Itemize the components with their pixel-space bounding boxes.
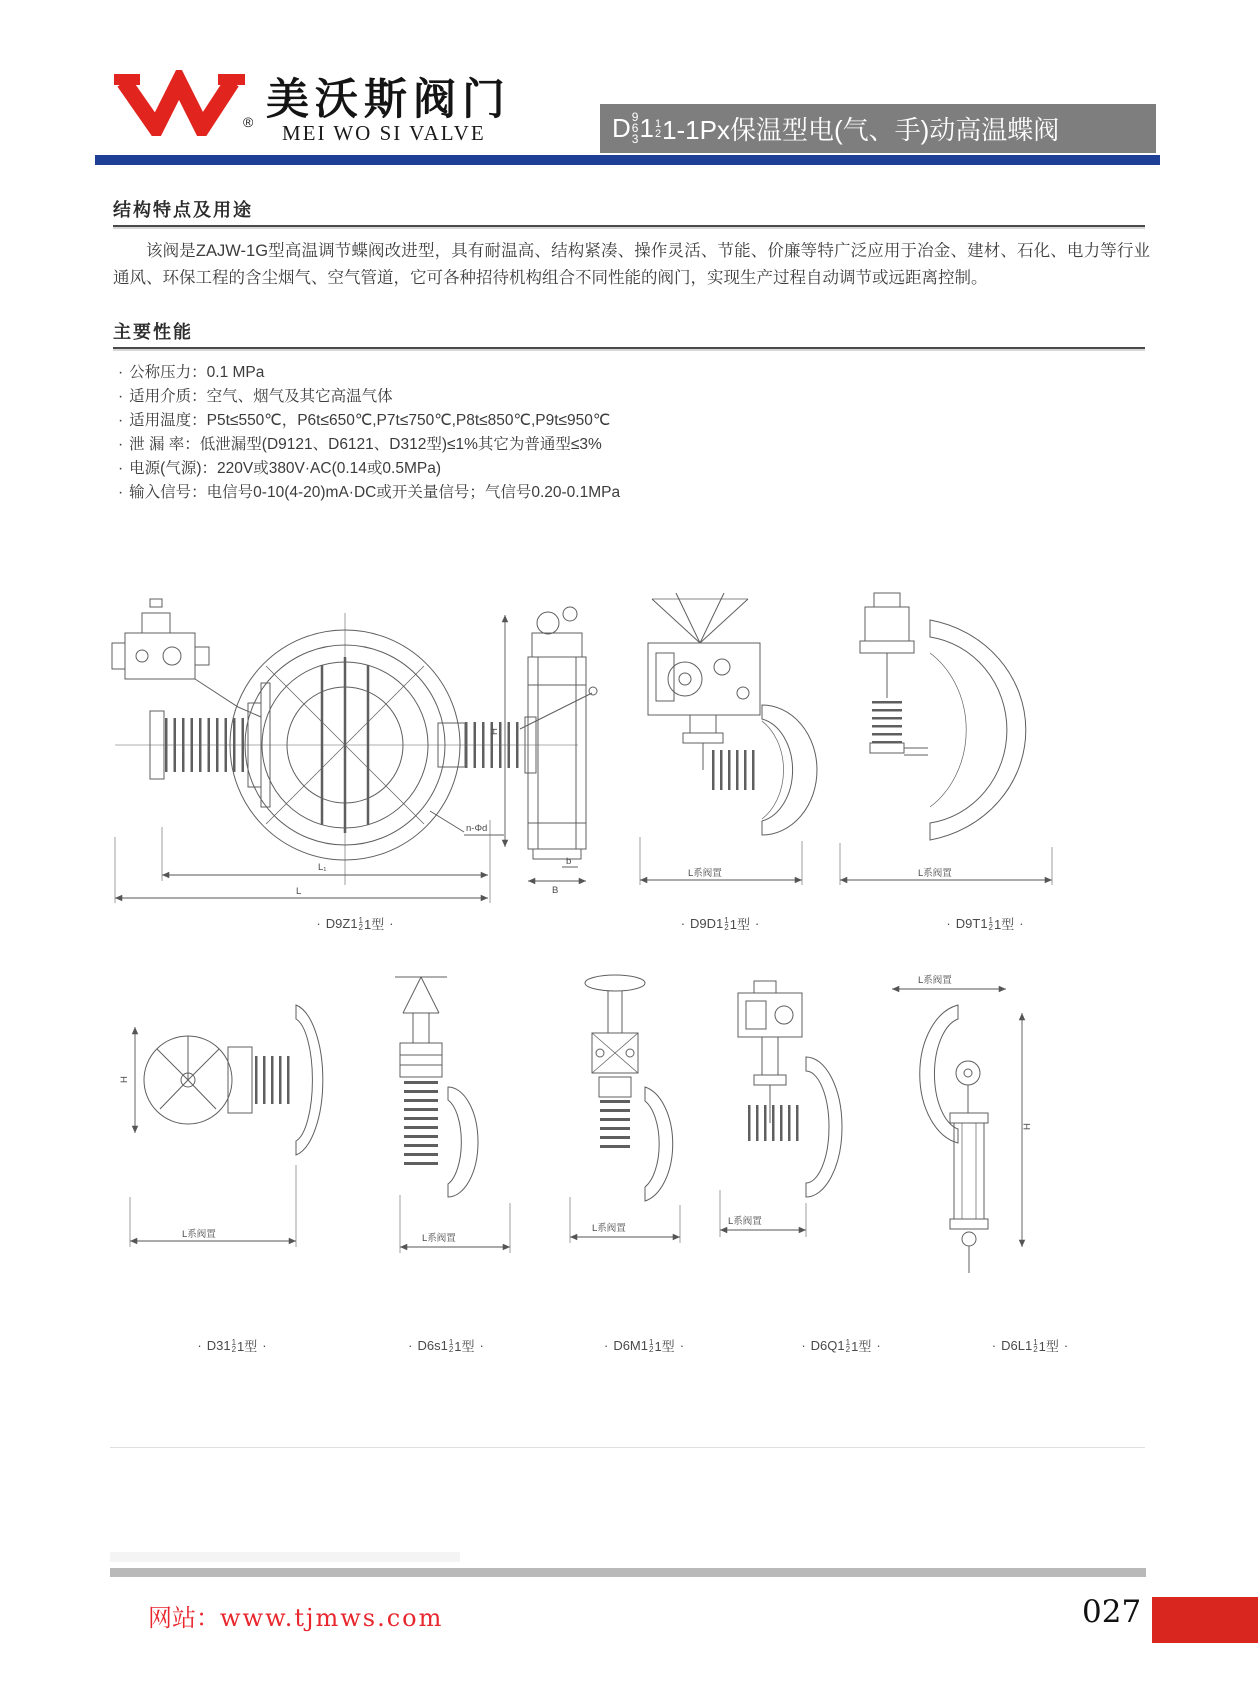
fraction [232,1339,236,1353]
model-prefix: D6s1 [417,1338,448,1353]
features-rule [113,225,1145,227]
model-suffix: 1型 [454,1339,475,1354]
fraction [649,1339,653,1353]
dim-l: L [296,886,302,897]
drawing-d9t [840,593,1052,885]
product-title-banner [600,104,1156,153]
stack-digit: 1 [654,117,662,130]
bullet: · [680,916,686,931]
title-stack-963 [632,112,639,145]
bullet: · [1019,916,1024,931]
model-label-d6l [987,1336,1073,1355]
fraction-top: 1 [231,1337,237,1347]
dim-l1: L₁ [318,862,327,873]
fraction [449,1339,453,1353]
model-prefix: D9T1 [955,916,988,931]
footer-light-strip [110,1552,460,1562]
spec-item [118,385,620,409]
bullet: · [316,916,321,931]
drawing-d9z-front-view [112,599,578,903]
fraction-top: 1 [845,1337,851,1347]
fraction [846,1339,850,1353]
spec-text: 公称压力：0.1 MPa [129,364,265,381]
model-label-d9d [676,914,765,933]
stack-digit: 6 [631,121,639,135]
fraction-bottom: 2 [845,1344,851,1354]
stack-digit: 2 [654,127,662,140]
fraction [724,917,728,931]
title-mid: 1 [639,113,654,143]
model-label-d6m [599,1336,689,1355]
model-prefix: D31 [206,1338,231,1353]
model-prefix: D6L1 [1001,1338,1033,1353]
registered-mark: ® [243,114,254,130]
drawing-d9z-side-view [489,607,597,896]
performance-list [118,361,620,505]
website-label: 网站： [148,1605,220,1632]
stack-digit: 9 [631,110,639,124]
spec-text: 电源(气源)：220V或380V·AC(0.14或0.5MPa) [129,460,441,477]
model-suffix: 1型 [851,1339,872,1354]
fraction-top: 1 [1033,1337,1038,1347]
bullet: · [679,1338,685,1353]
stack-digit: 3 [631,132,639,146]
model-suffix: 1型 [364,917,385,932]
bullet: · [118,484,124,501]
bullet: · [876,1338,881,1353]
fraction-top: 1 [724,915,729,925]
bullet: · [262,1338,267,1353]
model-prefix: D9D1 [690,916,724,931]
bullet: · [118,460,124,477]
fraction-top: 1 [988,915,994,925]
spec-text: 泄 漏 率：低泄漏型(D9121、D6121、D312型)≤1%其它为普通型≤3% [129,436,602,453]
company-logo-mark [112,70,247,136]
spec-text: 适用介质：空气、烟气及其它高温气体 [129,388,393,405]
model-suffix: 1型 [237,1339,258,1354]
fraction-bottom: 2 [724,922,729,932]
bullet: · [118,364,124,381]
model-prefix: D9Z1 [325,916,358,931]
features-body: 该阀是ZAJW-1G型高温调节蝶阀改进型，具有耐温高、结构紧凑、操作灵活、节能、价廉等特广泛应用于冶金、建材、石化、电力等行业通风、环保工程的含尘烟气、空气管道，它可各种招待机构组合不同性能的阀门，实现生产过程自动调节或远距离控制。 [113,242,1150,287]
bullet: · [118,436,124,453]
dim-l-series: L系阀置 [918,975,952,986]
dim-h: H [489,728,500,735]
technical-drawings [100,585,1160,1355]
fraction [1033,1339,1037,1353]
performance-heading: 主要性能 [113,322,193,342]
bullet: · [801,1338,806,1353]
features-heading: 结构特点及用途 [113,200,253,220]
model-label-d31 [192,1336,271,1355]
dim-l-series: L系阀置 [422,1233,456,1244]
spec-item [118,433,620,457]
title-d: D [612,113,631,143]
product-title [612,110,1059,147]
fraction-bottom: 2 [358,922,364,932]
model-label-d9t [941,914,1028,933]
model-prefix: D6Q1 [810,1338,845,1353]
drawing-d6q [720,981,842,1237]
drawing-d6s [395,977,510,1253]
bullet: · [603,1338,609,1353]
model-suffix: 1型 [994,917,1015,932]
spec-item [118,409,620,433]
spec-item [118,481,620,505]
footer-gray-bar [110,1568,1146,1577]
fraction-top: 1 [358,915,364,925]
bullet: · [197,1338,202,1353]
model-suffix: 1型 [729,917,750,932]
bullet: · [1063,1338,1069,1353]
fraction-bottom: 2 [231,1344,237,1354]
drawing-d6l [892,974,1033,1273]
website [148,1598,443,1633]
bullet: · [479,1338,484,1353]
fraction-top: 1 [649,1337,654,1347]
model-label-d6s [403,1336,489,1355]
dim-h: H [1022,1123,1033,1130]
page-number: 027 [1082,1594,1142,1630]
header-blue-bar [95,155,1160,165]
spec-text: 输入信号：电信号0-10(4-20)mA·DC或开关量信号；气信号0.20-0.1MPa [129,484,621,501]
bullet: · [118,388,124,405]
drawing-d31 [119,1005,323,1247]
drawing-d9d [640,593,817,885]
company-name-cn: 美沃斯阀门 [266,75,511,125]
fraction-bottom: 2 [988,922,994,932]
title-stack-12 [655,119,661,139]
bullet: · [991,1338,997,1353]
dim-b-small: b [566,856,572,867]
fraction-bottom: 2 [649,1344,654,1354]
dim-l-series: L系阀置 [182,1229,216,1240]
drawing-d6m [570,975,680,1243]
dim-h: H [119,1076,130,1083]
dim-l-series: L系阀置 [688,868,722,879]
performance-rule [113,347,1145,349]
dim-l-series: L系阀置 [918,868,952,879]
bullet: · [754,916,760,931]
bullet: · [389,916,394,931]
model-label-d9z [311,914,398,933]
fraction [359,917,363,931]
spec-text: 适用温度：P5t≤550℃，P6t≤650℃,P7t≤750℃,P8t≤850℃,P9t≤950℃ [129,412,611,429]
spec-item [118,457,620,481]
model-suffix: 1型 [1038,1339,1059,1354]
model-prefix: D6M1 [613,1338,648,1353]
fraction-bottom: 2 [1033,1344,1038,1354]
bullet: · [946,916,951,931]
title-rest: 1-1Px保温型电(气、手)动高温蝶阀 [662,115,1060,145]
dim-n-phi-d: n-Φd [466,823,488,834]
company-name-en: MEI WO SI VALVE [282,121,486,145]
dim-l-series: L系阀置 [728,1216,762,1227]
dim-b: B [552,885,559,896]
model-label-d6q [796,1336,885,1355]
footer-red-block [1152,1597,1258,1643]
model-suffix: 1型 [654,1339,675,1354]
content-divider [110,1447,1145,1448]
spec-item [118,361,620,385]
website-url: www.tjmws.com [220,1604,444,1632]
fraction-bottom: 2 [448,1344,454,1354]
bullet: · [118,412,124,429]
fraction-top: 1 [448,1337,454,1347]
bullet: · [408,1338,413,1353]
fraction [989,917,993,931]
dim-l-series: L系阀置 [592,1223,626,1234]
